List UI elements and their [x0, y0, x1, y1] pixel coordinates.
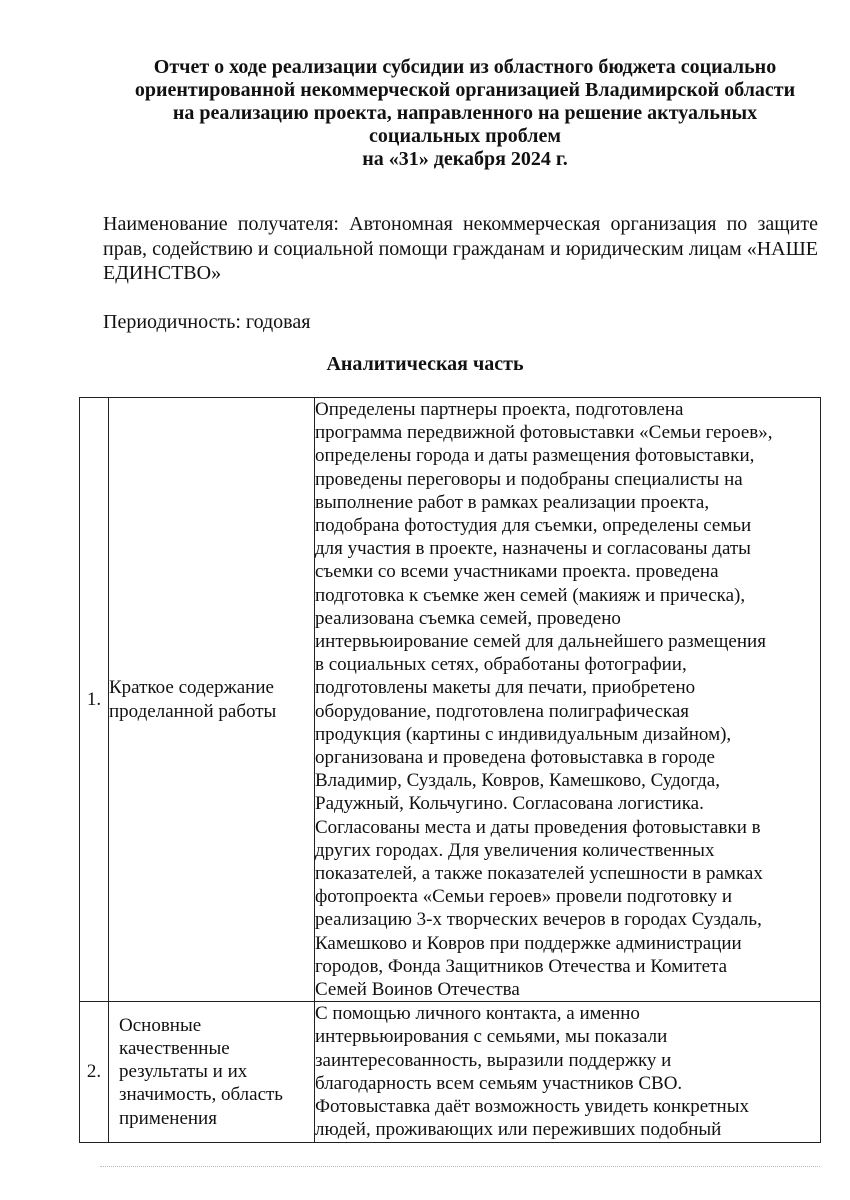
content-line: интервьюирования с семьями, мы показали: [315, 1026, 668, 1048]
content-line: подготовлены макеты для печати, приобретено: [315, 677, 696, 699]
page-edge-line: [100, 1166, 820, 1167]
content-line: Определены партнеры проекта, подготовлена: [315, 399, 684, 420]
content-line: оборудование, подготовлена полиграфическая: [315, 700, 689, 722]
content-line: Владимир, Суздаль, Ковров, Камешково, Судогда,: [315, 770, 720, 792]
content-line: фотопроекта «Семьи героев» провели подготовку и: [315, 886, 733, 908]
recipient-name: Наименование получателя: Автономная некоммерческая организация по защите прав, содействию и социальной помощи гражданам и юридическим лицам «НАШЕ ЕДИНСТВО»: [103, 213, 818, 284]
content-line: Камешково и Ковров при поддержке администрации: [315, 932, 742, 954]
content-line: показателей, а также показателей успешности в рамках: [315, 863, 763, 885]
content-line: подобрана фотостудия для съемки, определены семьи: [315, 515, 752, 537]
row-content: [315, 398, 821, 1002]
content-line: организована и проведена фотовыставка в городе: [315, 747, 715, 769]
content-line: проведены переговоры и подобраны специалисты на: [315, 468, 743, 490]
title-line: социальных проблем: [369, 125, 561, 147]
row-number: 2.: [80, 1002, 109, 1142]
analytic-table: [79, 397, 821, 1143]
content-line: городов, Фонда Защитников Отечества и Комитета: [315, 955, 728, 977]
content-line: заинтересованность, выразили поддержку и: [315, 1049, 672, 1071]
content-line: продукция (картины с индивидуальным дизайном),: [315, 723, 732, 745]
content-line: благодарность всем семьям участников СВО.: [315, 1072, 683, 1094]
content-line: Радужный, Кольчугино. Согласована логистика.: [315, 793, 704, 815]
content-line: других городах. Для увеличения количественных: [315, 839, 715, 861]
content-line: программа передвижной фотовыставки «Семьи героев»,: [315, 422, 773, 444]
report-title: [100, 56, 830, 171]
content-line: Семей Воинов Отечества: [315, 979, 520, 1001]
content-line: для участия в проекте, назначены и согласованы даты: [315, 538, 751, 560]
title-line: Отчет о ходе реализации субсидии из областного бюджета социально: [153, 56, 777, 78]
content-line: выполнение работ в рамках реализации проекта,: [315, 491, 710, 513]
table-row: [80, 398, 821, 1002]
content-line: определены города и даты размещения фотовыставки,: [315, 445, 755, 467]
content-line: Согласованы места и даты проведения фотовыставки в: [315, 816, 761, 838]
content-line: реализована съемка семей, проведено: [315, 607, 621, 629]
content-line: интервьюирование семей для дальнейшего размещения: [315, 631, 766, 653]
title-line: на реализацию проекта, направленного на решение актуальных: [172, 102, 758, 124]
content-line: Фотовыставка даёт возможность увидеть конкретных: [315, 1096, 749, 1118]
title-line: ориентированной некоммерческой организацией Владимирской области: [134, 79, 796, 101]
row-label: Основные качественные результаты и их значимость, область применения: [109, 1002, 315, 1142]
content-line: людей, проживающих или переживших подобный: [315, 1119, 722, 1141]
title-line: на «31» декабря 2024 г.: [362, 148, 568, 170]
content-line: С помощью личного контакта, а именно: [315, 1003, 640, 1025]
content-line: в социальных сетях, обработаны фотографии,: [315, 654, 687, 676]
table-row: [80, 1002, 821, 1142]
row-number: 1.: [80, 398, 109, 1002]
content-line: реализацию 3-х творческих вечеров в городах Суздаль,: [315, 909, 762, 931]
row-content: [315, 1002, 821, 1142]
periodicity: Периодичность: годовая: [103, 311, 311, 333]
content-line: подготовка к съемке жен семей (макияж и прическа),: [315, 584, 746, 606]
section-title: Аналитическая часть: [326, 353, 524, 375]
content-line: съемки со всеми участниками проекта. проведена: [315, 561, 719, 583]
row-label: Краткое содержание проделанной работы: [109, 398, 315, 1002]
